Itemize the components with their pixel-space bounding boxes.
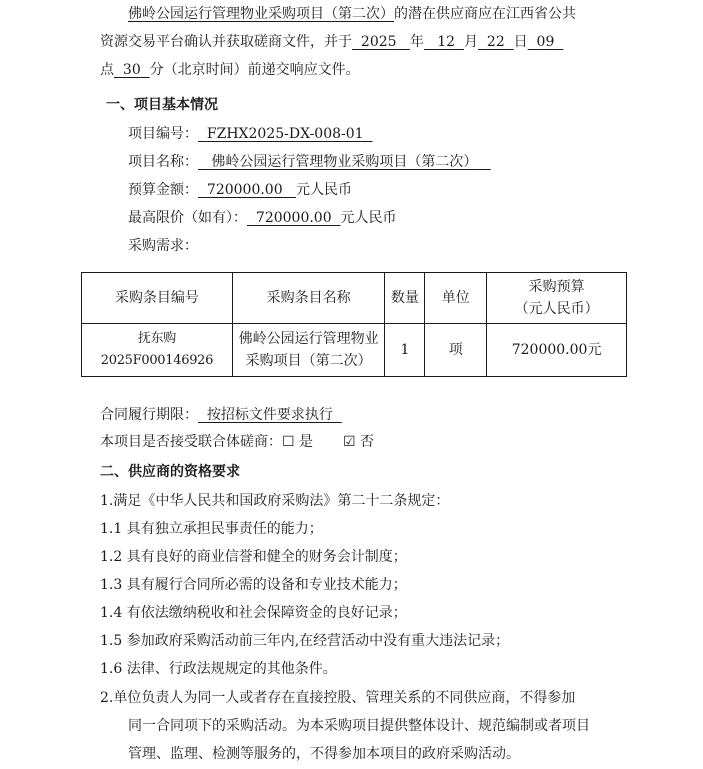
deadline-hour: 09 [536, 34, 555, 50]
project-no-label: 项目编号： [128, 126, 198, 142]
header-item-name: 采购条目名称 [232, 273, 385, 324]
consortium-yes-label: 是 [299, 434, 314, 450]
budget-value: 720000.00 [206, 182, 283, 198]
qualification-item-1-2: 1.2 具有良好的商业信誉和健全的财务会计制度； [100, 549, 407, 565]
deadline-day: 22 [486, 34, 505, 50]
budget-line [128, 180, 352, 200]
project-name-value: 佛岭公园运行管理物业采购项目（第二次） [211, 154, 478, 170]
project-name-line [128, 152, 491, 172]
requirement-label: 采购需求： [128, 238, 198, 254]
year-unit: 年 [409, 34, 424, 50]
intro-line-1-rest: 的潜在供应商应在江西省公共 [394, 6, 576, 22]
cell-item-name: 佛岭公园运行管理物业 采购项目（第二次） [232, 324, 385, 377]
qualification-item-1-3: 1.3 具有履行合同所必需的设备和专业技术能力； [100, 577, 407, 593]
project-no-value: FZHX2025-DX-008-01 [206, 126, 364, 142]
max-price-label: 最高限价（如有）： [128, 210, 247, 226]
table-header-row [82, 273, 627, 324]
project-name-underlined: 佛岭公园运行管理物业采购项目（第二次） [128, 6, 394, 22]
cell-budget: 720000.00元 [487, 324, 627, 377]
header-budget: 采购预算 （元人民币） [487, 273, 627, 324]
section2-title: 二、供应商的资格要求 [100, 464, 240, 480]
intro-line-3 [100, 60, 360, 80]
qualification-item-2-line-3: 管理、监理、检测等服务的，不得参加本项目的政府采购活动。 [128, 746, 520, 762]
consortium-line [100, 432, 374, 452]
intro-line-2-text: 资源交易平台确认并获取磋商文件，并于 [100, 34, 352, 50]
qualification-item-2-line-2: 同一合同项下的采购活动。为本采购项目提供整体设计、规范编制或者项目 [128, 718, 590, 734]
project-no-line [128, 124, 372, 144]
header-unit: 单位 [425, 273, 487, 324]
qualification-item-1-5: 1.5 参加政府采购活动前三年内,在经营活动中没有重大违法记录； [100, 633, 510, 649]
intro-line-2 [100, 32, 563, 52]
qualification-item-1-6: 1.6 法律、行政法规规定的其他条件。 [100, 661, 337, 677]
deadline-month: 12 [437, 34, 456, 50]
hour-unit: 点 [100, 62, 114, 78]
header-item-code: 采购条目编号 [82, 273, 233, 324]
section1-title: 一、项目基本情况 [106, 97, 218, 113]
cell-quantity: 1 [385, 324, 425, 377]
consortium-no-label: 否 [360, 434, 375, 450]
budget-unit: 元人民币 [295, 182, 352, 198]
day-unit: 日 [513, 34, 528, 50]
intro-line-1 [128, 4, 576, 24]
max-price-value: 720000.00 [255, 210, 332, 226]
qualification-item-1: 1.满足《中华人民共和国政府采购法》第二十二条规定： [100, 493, 450, 509]
project-name-label: 项目名称： [128, 154, 198, 170]
deadline-year: 2025 [360, 34, 397, 50]
consortium-no-checkbox[interactable]: ☑ [343, 434, 356, 450]
qualification-item-1-4: 1.4 有依法缴纳税收和社会保障资金的良好记录； [100, 605, 407, 621]
qualification-item-1-1: 1.1 具有独立承担民事责任的能力； [100, 521, 323, 537]
max-price-line [128, 208, 397, 228]
contract-period-value: 按招标文件要求执行 [206, 407, 333, 423]
procurement-table [81, 272, 627, 377]
intro-line-3-rest: 分（北京时间）前递交响应文件。 [149, 62, 360, 78]
cell-unit: 项 [425, 324, 487, 377]
consortium-text: 本项目是否接受联合体磋商： [100, 434, 282, 450]
contract-period-line [100, 405, 342, 425]
table-row [82, 324, 627, 377]
budget-label: 预算金额： [128, 182, 198, 198]
consortium-yes-checkbox[interactable]: ☐ [282, 434, 295, 450]
header-quantity: 数量 [385, 273, 425, 324]
deadline-minute: 30 [122, 62, 141, 78]
qualification-item-2-line-1: 2.单位负责人为同一人或者存在直接控股、管理关系的不同供应商，不得参加 [100, 690, 576, 706]
cell-item-code: 抚东购2025F000146926 [82, 324, 233, 377]
month-unit: 月 [464, 34, 478, 50]
max-price-unit: 元人民币 [340, 210, 397, 226]
contract-period-label: 合同履行期限： [100, 407, 198, 423]
